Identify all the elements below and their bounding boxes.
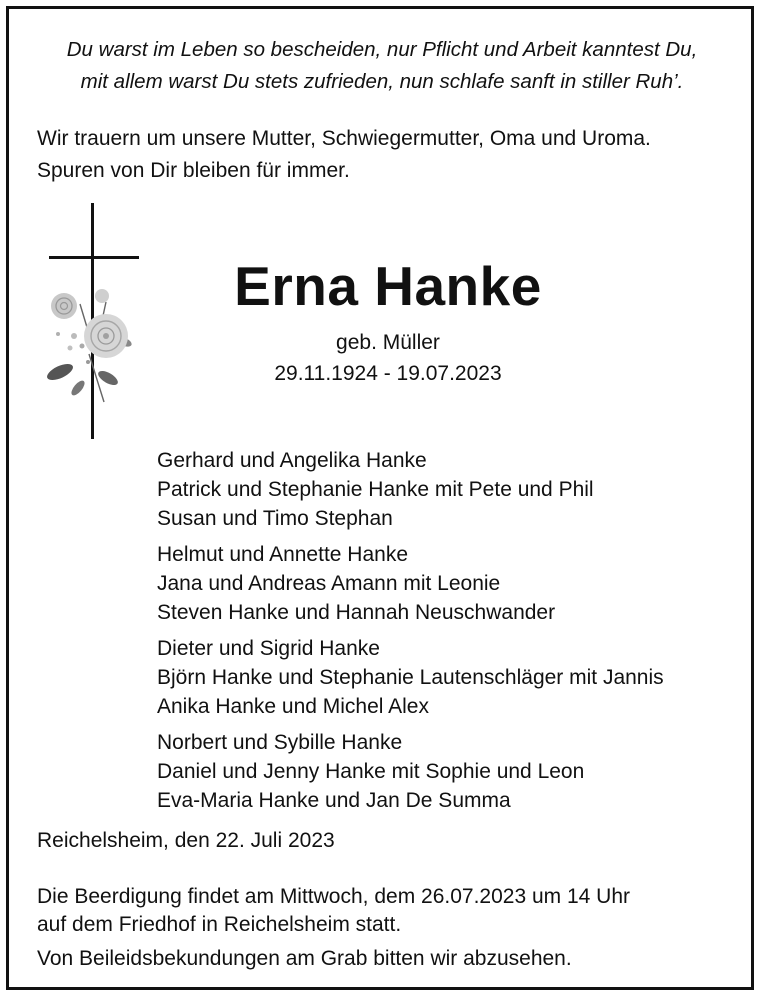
- birth-name: geb. Müller: [336, 331, 440, 354]
- rose-bouquet-icon: [34, 284, 146, 412]
- mourner-line: Patrick und Stephanie Hanke mit Pete und Phil: [157, 478, 594, 501]
- mourner-line: Helmut und Annette Hanke: [157, 543, 408, 566]
- family-group: [157, 728, 747, 815]
- funeral-line: auf dem Friedhof in Reichelsheim statt.: [37, 913, 402, 936]
- mourner-line: Eva-Maria Hanke und Jan De Summa: [157, 789, 511, 812]
- mourner-line: Susan und Timo Stephan: [157, 507, 393, 530]
- life-dates: 29.11.1924 - 19.07.2023: [274, 362, 502, 385]
- poem-line: Du warst im Leben so bescheiden, nur Pflicht und Arbeit kanntest Du,: [66, 38, 698, 61]
- mourner-line: Anika Hanke und Michel Alex: [157, 695, 429, 718]
- funeral-line: Die Beerdigung findet am Mittwoch, dem 26.07.2023 um 14 Uhr: [37, 885, 630, 908]
- poem: [30, 34, 734, 98]
- funeral-notice: [37, 883, 747, 973]
- deceased-name: Erna Hanke: [234, 255, 542, 317]
- mourner-line: Dieter und Sigrid Hanke: [157, 637, 380, 660]
- mourner-line: Norbert und Sybille Hanke: [157, 731, 403, 754]
- family-group: [157, 634, 747, 721]
- mourner-line: Björn Hanke und Stephanie Lautenschläger mit Jannis: [157, 666, 664, 689]
- intro-line: Spuren von Dir bleiben für immer.: [37, 159, 350, 182]
- mourner-line: Gerhard und Angelika Hanke: [157, 449, 427, 472]
- mourner-line: Steven Hanke und Hannah Neuschwander: [157, 601, 556, 624]
- intro-text: [37, 123, 737, 187]
- intro-line: Wir trauern um unsere Mutter, Schwiegermutter, Oma und Uroma.: [37, 127, 651, 150]
- mourners-list: [157, 446, 747, 822]
- family-group: [157, 540, 747, 627]
- funeral-line: Von Beileidsbekundungen am Grab bitten wir abzusehen.: [37, 947, 572, 970]
- mourner-line: Jana und Andreas Amann mit Leonie: [157, 572, 501, 595]
- mourner-line: Daniel und Jenny Hanke mit Sophie und Leon: [157, 760, 585, 783]
- poem-line: mit allem warst Du stets zufrieden, nun schlafe sanft in stiller Ruh’.: [80, 70, 684, 93]
- place-and-date: Reichelsheim, den 22. Juli 2023: [37, 829, 335, 852]
- family-group: [157, 446, 747, 533]
